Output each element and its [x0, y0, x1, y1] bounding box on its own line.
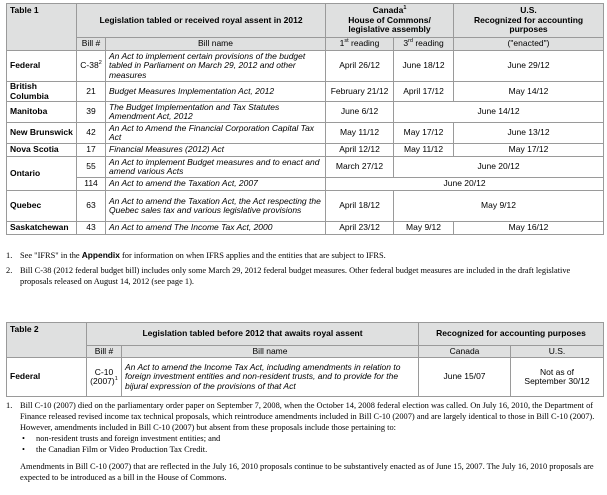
header-canada: Canada: [419, 346, 511, 358]
first-reading-date: June 6/12: [326, 102, 394, 123]
canada-date: June 15/07: [419, 358, 511, 397]
third-reading-date: April 17/12: [394, 82, 454, 102]
bill-number: 55: [77, 157, 106, 178]
jurisdiction: Quebec: [7, 191, 77, 222]
bill-name: An Act to amend The Income Tax Act, 2000: [106, 222, 326, 235]
table-row: [7, 191, 604, 222]
us-enacted-date: June 29/12: [454, 51, 604, 82]
jurisdiction: New Brunswick: [7, 123, 77, 144]
table-row: [7, 82, 604, 102]
header-recognized: Recognized for accounting purposes: [419, 323, 604, 346]
table-row: [7, 358, 604, 397]
bill-name: An Act to implement Budget measures and to enact and amend various Acts: [106, 157, 326, 178]
bill-name: An Act to implement certain provisions of the budget tabled in Parliament on March 29, 2012 and other measures: [106, 51, 326, 82]
table-2-notes: [6, 400, 603, 483]
bill-number: 63: [77, 191, 106, 222]
table-1: [6, 3, 604, 235]
merged-date: June 20/12: [394, 157, 604, 178]
header-bill-number: Bill #: [77, 38, 106, 51]
header-us: U.S.: [511, 346, 604, 358]
jurisdiction: Ontario: [7, 157, 77, 191]
table-row: [7, 157, 604, 178]
merged-date: May 9/12: [394, 191, 604, 222]
table-1-title: Table 1: [7, 4, 77, 51]
header-bill-number: Bill #: [87, 346, 122, 358]
first-reading-date: March 27/12: [326, 157, 394, 178]
third-reading-date: May 11/12: [394, 144, 454, 157]
header-enacted: ("enacted"): [454, 38, 604, 51]
table-row: [7, 123, 604, 144]
jurisdiction: British Columbia: [7, 82, 77, 102]
bill-number: 43: [77, 222, 106, 235]
jurisdiction: Manitoba: [7, 102, 77, 123]
bill-number: C-10 $(2007)^1$: [87, 358, 122, 397]
merged-date: June 20/12: [326, 178, 604, 191]
us-enacted-date: May 16/12: [454, 222, 604, 235]
table-2-note-closing: Amendments in Bill C-10 (2007) that are reflected in the July 16, 2010 proposals continue to be substantively enacted as of June 15, 2007. The July 16, 2010 proposals are expected to be introduced as a bill in the House of Commons.: [20, 462, 594, 482]
bill-name: An Act to amend the Taxation Act, the Act respecting the Quebec sales tax and various legislative provisions: [106, 191, 326, 222]
merged-date: June 14/12: [394, 102, 604, 123]
third-reading-date: June 18/12: [394, 51, 454, 82]
bill-number: $C-38^2$: [77, 51, 106, 82]
us-enacted-date: May 14/12: [454, 82, 604, 102]
first-reading-date: April 18/12: [326, 191, 394, 222]
first-reading-date: April 12/12: [326, 144, 394, 157]
bill-name: An Act to amend the Taxation Act, 2007: [106, 178, 326, 191]
us-enacted-date: June 13/12: [454, 123, 604, 144]
bill-name: Budget Measures Implementation Act, 2012: [106, 82, 326, 102]
header-bill-name: Bill name: [122, 346, 419, 358]
table-row: [7, 102, 604, 123]
first-reading-date: April 26/12: [326, 51, 394, 82]
bill-name: An Act to Amend the Financial Corporation Capital Tax Act: [106, 123, 326, 144]
list-item: • non-resident trusts and foreign investment entities; and: [22, 434, 221, 443]
jurisdiction: Saskatchewan: [7, 222, 77, 235]
table-row: [7, 144, 604, 157]
header-legislation: Legislation tabled or received royal assent in 2012: [77, 4, 326, 38]
list-item: • the Canadian Film or Video Production Tax Credit.: [22, 445, 208, 454]
table-1-notes: [6, 250, 603, 287]
header-us: U.S. Recognized for accounting purposes: [454, 4, 604, 38]
table-2-title: Table 2: [7, 323, 87, 358]
bill-number: 42: [77, 123, 106, 144]
bill-number: 21: [77, 82, 106, 102]
table-row: [7, 51, 604, 82]
header-first-reading: 1st reading: [326, 38, 394, 51]
third-reading-date: May 17/12: [394, 123, 454, 144]
bill-number: 17: [77, 144, 106, 157]
header-legislation: Legislation tabled before 2012 that awaits royal assent: [87, 323, 419, 346]
table-row: [7, 222, 604, 235]
table-2-note-1: 1. Bill C-10 (2007) died on the parliamentary order paper on September 7, 2008, when the October 14, 2008 federal election was called. On July 16, 2010, the Department of Finance released revised income tax technical proposals, which reintroduce amendments included in Bill C-10 (2007) and are largely identical to those in Bill C-10 (2007). However, amendments included in Bill C-10 (2007) but absent from these proposals include those pertaining to:: [6, 401, 595, 432]
jurisdiction: Federal: [7, 358, 87, 397]
header-third-reading: 3rd reading: [394, 38, 454, 51]
third-reading-date: May 9/12: [394, 222, 454, 235]
jurisdiction: Federal: [7, 51, 77, 82]
us-status: Not as of September 30/12: [511, 358, 604, 397]
table-1-note-2: 2. Bill C-38 (2012 federal budget bill) includes only some March 29, 2012 federal budget measures. Other federal budget measures are included in the draft legislative proposals released on August 14, 2012 (see page 1).: [6, 266, 571, 286]
table-2: [6, 322, 604, 397]
table-row: [7, 178, 604, 191]
first-reading-date: April 23/12: [326, 222, 394, 235]
table-1-note-1: 1. See "IFRS" in the Appendix for information on when IFRS applies and the entities that are subject to IFRS.: [6, 250, 386, 260]
us-enacted-date: May 17/12: [454, 144, 604, 157]
bill-number: 39: [77, 102, 106, 123]
appendix-reference: Appendix: [81, 250, 120, 260]
bill-name: Financial Measures (2012) Act: [106, 144, 326, 157]
header-canada: Canada$^1$ House of Commons/ legislative assembly: [326, 4, 454, 38]
bill-name: An Act to amend the Income Tax Act, including amendments in relation to foreign investment entities and non-resident trusts, and to provide for the bijural expression of the provisions of that Act: [122, 358, 419, 397]
first-reading-date: May 11/12: [326, 123, 394, 144]
first-reading-date: February 21/12: [326, 82, 394, 102]
bill-name: The Budget Implementation and Tax Statutes Amendment Act, 2012: [106, 102, 326, 123]
jurisdiction: Nova Scotia: [7, 144, 77, 157]
bill-number: 114: [77, 178, 106, 191]
header-bill-name: Bill name: [106, 38, 326, 51]
